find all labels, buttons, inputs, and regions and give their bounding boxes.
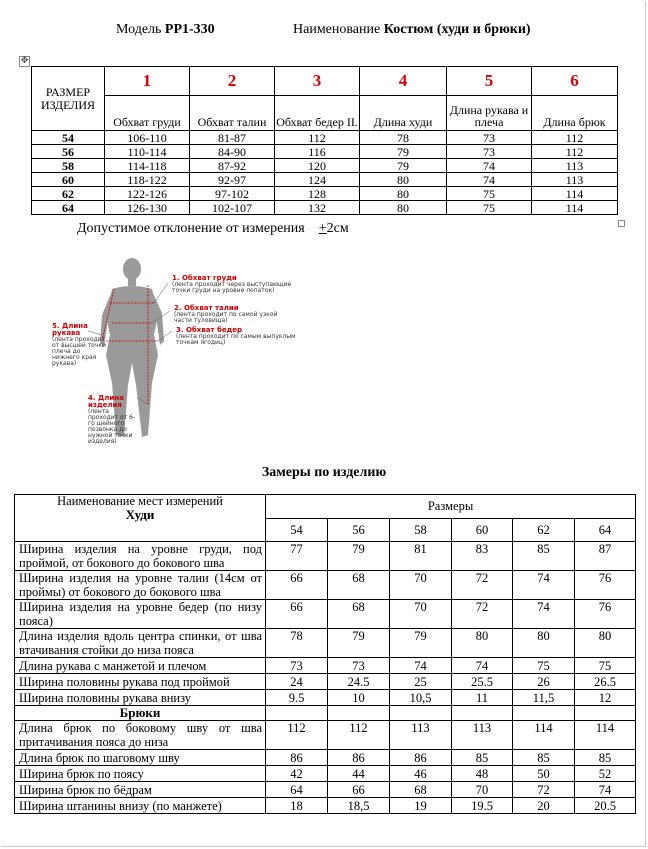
measure-row [15, 629, 636, 658]
figure-label-length: 4. Длина изделия (лента проходит от 6-го шейного позвонка до нужной точки изделия) [88, 394, 136, 445]
measure-value: 112 [266, 721, 328, 750]
value-cell: 118-122 [105, 173, 190, 187]
measure-value: 114 [513, 721, 575, 750]
measure-name: Ширина половины рукава внизу [15, 690, 266, 706]
measure-value: 66 [266, 571, 328, 600]
size-row [32, 131, 618, 145]
size-row [32, 201, 618, 215]
value-cell: 80 [360, 201, 447, 215]
measure-value: 74 [575, 782, 636, 798]
size-cell: 58 [32, 159, 105, 173]
pants-section-label: Брюки [15, 706, 266, 721]
measure-value: 68 [328, 600, 390, 629]
figure-label-hips: 3. Обхват бедер (лента проходит по самым выпуклым точкам ягодиц) [176, 326, 296, 346]
measure-value: 66 [266, 600, 328, 629]
size-header-cell: 60 [452, 518, 513, 542]
measure-value: 12 [575, 690, 636, 706]
measure-value: 79 [328, 629, 390, 658]
size-row [32, 145, 618, 159]
value-cell: 114 [532, 187, 618, 201]
measure-row [15, 674, 636, 690]
value-cell: 112 [532, 131, 618, 145]
hoodie-section-label: Худи [125, 507, 155, 522]
measure-name: Длина изделия вдоль центра спинки, от шва втачивания стойки до низа пояса [15, 629, 266, 658]
figure-label-chest: 1. Обхват груди (лента проходит через выступающие точки груди на уровне лопаток) [172, 274, 292, 294]
measure-value: 113 [452, 721, 513, 750]
measure-value: 78 [266, 629, 328, 658]
measure-name: Ширина изделия на уровне талии (14см от проймы) от бокового до бокового шва [15, 571, 266, 600]
measure-name: Ширина брюк по поясу [15, 766, 266, 782]
measure-value: 25.5 [452, 674, 513, 690]
model-value: PP1-330 [164, 22, 215, 37]
measure-value: 79 [390, 629, 452, 658]
figure-label-waist: 2. Обхват талии (лента проходит по самой узкой части туловища) [174, 304, 278, 324]
measure-title: Замеры по изделию [261, 465, 387, 480]
measure-header-row [15, 495, 636, 519]
size-header: РАЗМЕР ИЗДЕЛИЯ [32, 67, 105, 131]
value-cell: 116 [275, 145, 360, 159]
measure-value: 75 [513, 658, 575, 674]
measure-value: 44 [328, 766, 390, 782]
measure-table [14, 494, 636, 814]
size-table-number-row [32, 67, 618, 96]
measure-value: 26.5 [575, 674, 636, 690]
value-cell: 110-114 [105, 145, 190, 159]
value-cell: 92-97 [190, 173, 275, 187]
measure-value: 18 [266, 798, 328, 814]
size-table [31, 66, 618, 215]
model-line: Модель PP1-330 [116, 22, 215, 37]
measure-row [15, 750, 636, 766]
measure-row [15, 658, 636, 674]
measure-value: 19.5 [452, 798, 513, 814]
column-label: Длина худи [360, 96, 447, 131]
measure-row [15, 798, 636, 814]
value-cell: 126-130 [105, 201, 190, 215]
measure-name-header: Наименование мест измерений Худи [15, 495, 266, 542]
measure-row [15, 721, 636, 750]
measurement-figure [40, 255, 310, 445]
table-resize-handle-icon[interactable] [618, 220, 625, 227]
measure-value: 75 [575, 658, 636, 674]
value-cell: 87-92 [190, 159, 275, 173]
measure-name: Длина брюк по боковому шву от шва притачивания пояса до низа [15, 721, 266, 750]
measure-value: 80 [513, 629, 575, 658]
measure-value: 68 [328, 571, 390, 600]
value-cell: 132 [275, 201, 360, 215]
plus-minus-sign: + [318, 221, 327, 236]
column-number: 2 [190, 67, 275, 96]
column-label: Обхват бедер II. [275, 96, 360, 131]
size-table-label-row [32, 96, 618, 131]
value-cell: 112 [532, 145, 618, 159]
value-cell: 80 [360, 187, 447, 201]
measure-name: Ширина штанины внизу (по манжете) [15, 798, 266, 814]
measure-value: 87 [575, 542, 636, 571]
measure-row [15, 542, 636, 571]
column-number: 6 [532, 67, 618, 96]
measure-value: 25 [390, 674, 452, 690]
column-label: Обхват талии [190, 96, 275, 131]
measure-row [15, 766, 636, 782]
size-cell: 64 [32, 201, 105, 215]
measure-value: 77 [266, 542, 328, 571]
measure-value: 11,5 [513, 690, 575, 706]
size-row [32, 159, 618, 173]
size-header-cell: 62 [513, 518, 575, 542]
measure-value: 72 [513, 782, 575, 798]
value-cell: 128 [275, 187, 360, 201]
measure-value: 86 [328, 750, 390, 766]
value-cell: 97-102 [190, 187, 275, 201]
column-number: 5 [447, 67, 532, 96]
measure-value: 113 [390, 721, 452, 750]
measure-value: 76 [575, 571, 636, 600]
value-cell: 124 [275, 173, 360, 187]
measure-row [15, 690, 636, 706]
measure-value: 74 [513, 571, 575, 600]
measure-value: 73 [328, 658, 390, 674]
measure-value: 112 [328, 721, 390, 750]
measure-value: 80 [452, 629, 513, 658]
measure-value: 20.5 [575, 798, 636, 814]
value-cell: 74 [447, 159, 532, 173]
tolerance-note: Допустимое отклонение от измерения +2см [77, 221, 349, 236]
value-cell: 80 [360, 173, 447, 187]
measure-value: 86 [390, 750, 452, 766]
measure-value: 80 [575, 629, 636, 658]
column-number: 3 [275, 67, 360, 96]
value-cell: 84-90 [190, 145, 275, 159]
value-cell: 113 [532, 173, 618, 187]
measure-value: 86 [266, 750, 328, 766]
value-cell: 112 [275, 131, 360, 145]
value-cell: 106-110 [105, 131, 190, 145]
measure-name: Ширина изделия на уровне груди, под проймой, от бокового до бокового шва [15, 542, 266, 571]
column-label: Длина брюк [532, 96, 618, 131]
measure-value: 50 [513, 766, 575, 782]
measure-value: 24.5 [328, 674, 390, 690]
size-row [32, 187, 618, 201]
measure-value: 11 [452, 690, 513, 706]
value-cell: 73 [447, 145, 532, 159]
measure-value: 64 [266, 782, 328, 798]
size-cell: 62 [32, 187, 105, 201]
measure-value: 42 [266, 766, 328, 782]
size-header-cell: 58 [390, 518, 452, 542]
value-cell: 75 [447, 201, 532, 215]
measure-value: 70 [390, 600, 452, 629]
measure-value: 10,5 [390, 690, 452, 706]
value-cell: 81-87 [190, 131, 275, 145]
measure-value: 26 [513, 674, 575, 690]
value-cell: 74 [447, 173, 532, 187]
product-name-line: Наименование Костюм (худи и брюки) [293, 22, 531, 37]
value-cell: 102-107 [190, 201, 275, 215]
pants-section-row [15, 706, 636, 721]
value-cell: 75 [447, 187, 532, 201]
table-move-handle-icon[interactable]: ✥ [20, 56, 29, 66]
measure-name: Ширина половины рукава под проймой [15, 674, 266, 690]
measure-value: 70 [390, 571, 452, 600]
measure-name: Длина брюк по шаговому шву [15, 750, 266, 766]
measure-value: 10 [328, 690, 390, 706]
measure-value: 76 [575, 600, 636, 629]
measure-value: 24 [266, 674, 328, 690]
size-cell: 56 [32, 145, 105, 159]
measure-value: 66 [328, 782, 390, 798]
value-cell: 114-118 [105, 159, 190, 173]
measure-value: 9.5 [266, 690, 328, 706]
size-cell: 54 [32, 131, 105, 145]
measure-value: 85 [452, 750, 513, 766]
figure-label-sleeve: 5. Длина рукава (лента проходит от высшей точки плеча до нижнего края рукава) [52, 322, 106, 367]
measure-value: 81 [390, 542, 452, 571]
value-cell: 114 [532, 201, 618, 215]
measure-value: 20 [513, 798, 575, 814]
product-name-value: Костюм (худи и брюки) [383, 22, 531, 37]
measure-value: 70 [452, 782, 513, 798]
column-label: Обхват груди [105, 96, 190, 131]
measure-value: 74 [452, 658, 513, 674]
measure-value: 73 [266, 658, 328, 674]
value-cell: 120 [275, 159, 360, 173]
measure-value: 85 [513, 750, 575, 766]
measure-value: 74 [513, 600, 575, 629]
value-cell: 73 [447, 131, 532, 145]
measure-value: 85 [513, 542, 575, 571]
column-label: Длина рукава и плеча [447, 96, 532, 131]
value-cell: 79 [360, 159, 447, 173]
measure-value: 114 [575, 721, 636, 750]
size-row [32, 173, 618, 187]
size-header-cell: 56 [328, 518, 390, 542]
measure-row [15, 600, 636, 629]
measure-value: 46 [390, 766, 452, 782]
value-cell: 113 [532, 159, 618, 173]
measure-value: 52 [575, 766, 636, 782]
measure-name: Ширина брюк по бёдрам [15, 782, 266, 798]
measure-name: Длина рукава с манжетой и плечом [15, 658, 266, 674]
value-cell: 122-126 [105, 187, 190, 201]
measure-value: 85 [575, 750, 636, 766]
measure-value: 74 [390, 658, 452, 674]
column-number: 4 [360, 67, 447, 96]
measure-value: 68 [390, 782, 452, 798]
measure-value: 19 [390, 798, 452, 814]
measure-value: 72 [452, 600, 513, 629]
size-header-cell: 54 [266, 518, 328, 542]
measure-name: Ширина изделия на уровне бедер (по низу пояса) [15, 600, 266, 629]
value-cell: 78 [360, 131, 447, 145]
measure-value: 72 [452, 571, 513, 600]
measure-row [15, 782, 636, 798]
measure-row [15, 571, 636, 600]
measure-value: 79 [328, 542, 390, 571]
size-cell: 60 [32, 173, 105, 187]
value-cell: 79 [360, 145, 447, 159]
sizes-header: Размеры [266, 495, 636, 519]
measure-value: 83 [452, 542, 513, 571]
measure-value: 18,5 [328, 798, 390, 814]
measure-value: 48 [452, 766, 513, 782]
column-number: 1 [105, 67, 190, 96]
size-header-cell: 64 [575, 518, 636, 542]
